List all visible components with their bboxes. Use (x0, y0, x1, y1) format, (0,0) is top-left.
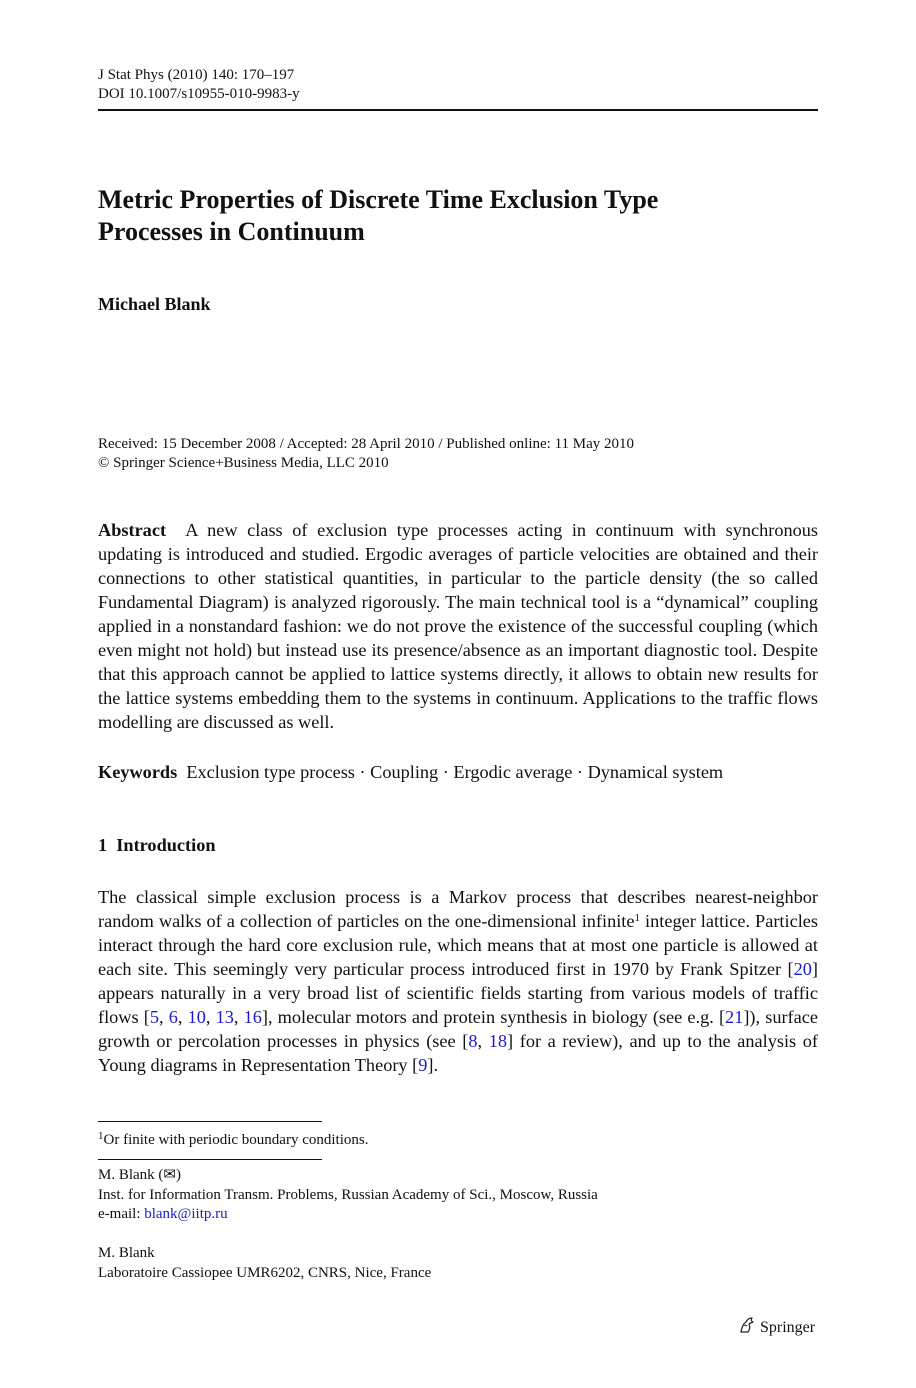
publication-dates (98, 435, 634, 473)
citation-link[interactable]: 16 (243, 1007, 262, 1027)
intro-text: ], molecular motors and protein synthesis in biology (see e.g. [ (261, 1007, 726, 1027)
affiliation-block-2 (98, 1244, 431, 1283)
springer-horse-icon (738, 1316, 756, 1340)
publisher-name: Springer (760, 1319, 816, 1336)
copyright-line: © Springer Science+Business Media, LLC 2010 (98, 455, 389, 471)
footnote-rule (98, 1121, 322, 1122)
citation-link[interactable]: 20 (793, 959, 812, 979)
author-short-name: M. Blank ( (98, 1167, 164, 1183)
citation-link[interactable]: 6 (168, 1007, 178, 1027)
affiliation-name: M. Blank (98, 1245, 155, 1261)
footnote-text: Or finite with periodic boundary conditions. (103, 1132, 369, 1148)
journal-citation: J Stat Phys (2010) 140: 170–197 (98, 67, 295, 83)
title-line-1: Metric Properties of Discrete Time Exclusion Type (98, 185, 659, 214)
intro-text: ]), surface growth or percolation processes in physics (see [ (98, 1007, 818, 1051)
affiliation-name (98, 1166, 598, 1186)
separator: , (477, 1031, 489, 1051)
envelope-icon: ✉ (163, 1167, 176, 1183)
separator: , (159, 1007, 169, 1027)
section-number: 1 (98, 835, 108, 855)
intro-text: ] for a review), and up to the analysis of Young diagrams in Representation Theory [ (98, 1031, 819, 1075)
paren-close: ) (176, 1167, 181, 1183)
email-link[interactable]: blank@iitp.ru (144, 1206, 228, 1222)
citation-link[interactable]: 5 (149, 1007, 159, 1027)
paper-title (98, 184, 818, 248)
section-heading (98, 835, 216, 856)
footnote-marker[interactable]: 1 (634, 912, 641, 924)
keywords-label: Keywords (98, 762, 178, 782)
intro-text: ] appears naturally in a very broad list of scientific fields starting from various models of traffic flows [ (98, 959, 818, 1027)
citation-link[interactable]: 21 (725, 1007, 744, 1027)
doi: DOI 10.1007/s10955-010-9983-y (98, 86, 300, 102)
dates-line: Received: 15 December 2008 / Accepted: 28 April 2010 / Published online: 11 May 2010 (98, 436, 635, 452)
citation-link[interactable]: 10 (187, 1007, 206, 1027)
abstract-label: Abstract (98, 520, 167, 540)
author-name: Michael Blank (98, 294, 211, 314)
affiliation-rule (98, 1159, 322, 1160)
citation-link[interactable]: 8 (468, 1031, 478, 1051)
intro-text: ]. (427, 1055, 439, 1075)
title-line-2: Processes in Continuum (98, 217, 365, 246)
intro-text: The classical simple exclusion process is a Markov process that describes nearest-neighbor random walks of a collection of particles on the one-dimensional infinite (98, 887, 818, 931)
intro-text: integer lattice. Particles interact through the hard core exclusion rule, which means that at most one particle is allowed at each site. This seemingly very particular process introduced first in 1970 by Frank Spitzer [ (98, 911, 819, 979)
affiliation-email (98, 1205, 598, 1225)
intro-paragraph (98, 885, 818, 1077)
keywords (98, 760, 818, 784)
keywords-text: Exclusion type process · Coupling · Ergodic average · Dynamical system (186, 762, 724, 782)
separator: , (205, 1007, 216, 1027)
journal-header (98, 66, 300, 104)
affiliation-institution: Laboratoire Cassiopee UMR6202, CNRS, Nice, France (98, 1264, 432, 1281)
separator: , (177, 1007, 188, 1027)
affiliation-block-1 (98, 1166, 598, 1225)
publisher-logo (738, 1316, 815, 1340)
email-label: e-mail: (98, 1206, 145, 1222)
abstract (98, 518, 818, 734)
header-rule (98, 109, 818, 111)
affiliation-institution: Inst. for Information Transm. Problems, Russian Academy of Sci., Moscow, Russia (98, 1186, 598, 1203)
section-title: Introduction (116, 835, 216, 855)
citation-link[interactable]: 18 (488, 1031, 507, 1051)
footnote (98, 1131, 368, 1150)
abstract-text: A new class of exclusion type processes acting in continuum with synchronous updating is introduced and studied. Ergodic averages of particle velocities are obtained and their connections to other statistical quantities, in particular to the particle density (the so called Fundamental Diagram) is analyzed rigorously. The main technical tool is a “dynamical” coupling applied in a nonstandard fashion: we do not prove the existence of the successful coupling (which even might not hold) but instead use its presence/absence as an important diagnostic tool. Despite that this approach cannot be applied to lattice systems directly, it allows to obtain new results for the lattice systems embedding them to the systems in continuum. Applications to the traffic flows modelling are discussed as well. (98, 520, 819, 732)
footnote-number: 1 (98, 1130, 104, 1142)
citation-link[interactable]: 9 (418, 1055, 428, 1075)
citation-link[interactable]: 13 (215, 1007, 234, 1027)
separator: , (233, 1007, 244, 1027)
